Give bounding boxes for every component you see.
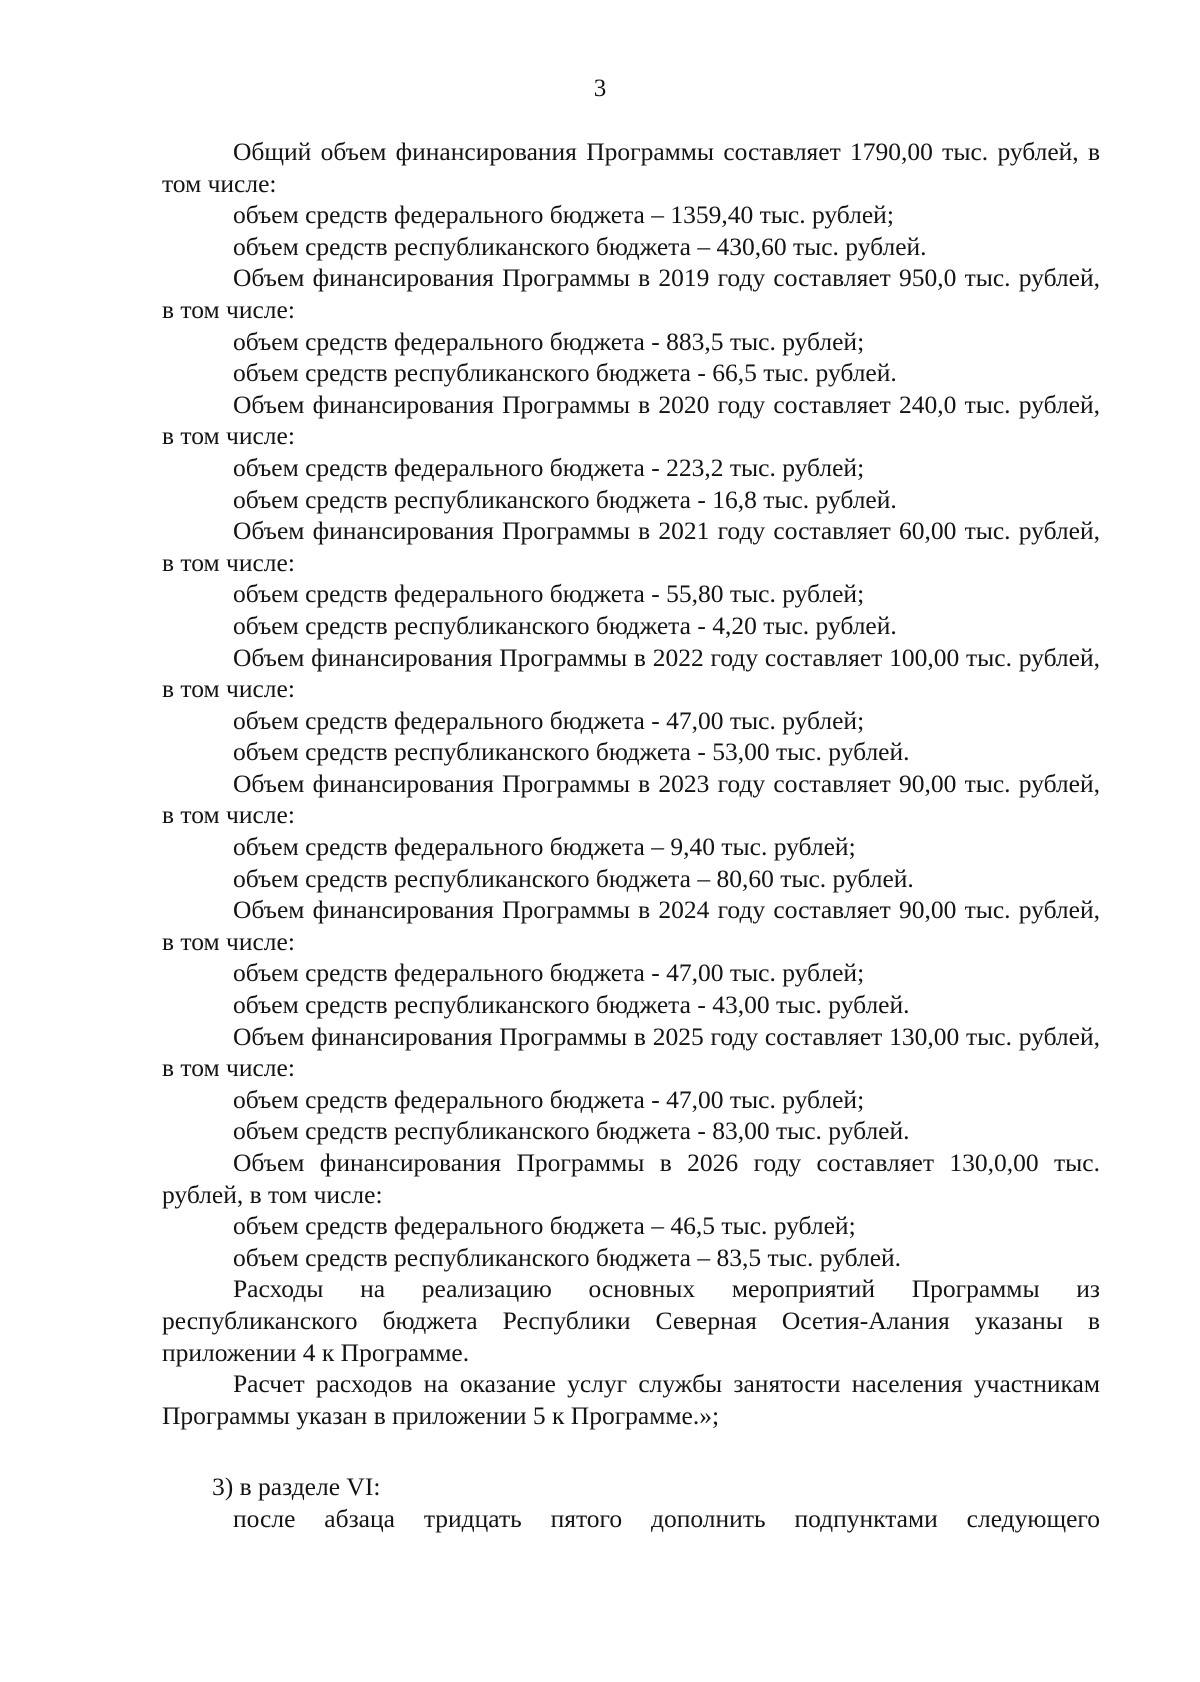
page-number: 3 — [593, 75, 607, 102]
year-2023-paragraph: Объем финансирования Программы в 2023 году составляет 90,00 тыс. рублей, в том числе: — [162, 768, 1100, 830]
total-federal-line: объем средств федерального бюджета – 1359,40 тыс. рублей; — [233, 200, 894, 230]
year-2022-paragraph: Объем финансирования Программы в 2022 году составляет 100,00 тыс. рублей, в том числе: — [162, 642, 1100, 704]
year-2025-republic-line: объем средств республиканского бюджета - 83,00 тыс. рублей. — [233, 1116, 910, 1146]
year-2023-federal-line: объем средств федерального бюджета – 9,40 тыс. рублей; — [233, 832, 856, 862]
year-2022-republic-line: объем средств республиканского бюджета - 53,00 тыс. рублей. — [233, 737, 910, 767]
year-2019-republic-line: объем средств республиканского бюджета - 66,5 тыс. рублей. — [233, 358, 897, 388]
year-2024-republic-line: объем средств республиканского бюджета - 43,00 тыс. рублей. — [233, 990, 910, 1020]
year-2025-federal-line: объем средств федерального бюджета - 47,00 тыс. рублей; — [233, 1084, 865, 1114]
year-2020-federal-line: объем средств федерального бюджета - 223,2 тыс. рублей; — [233, 452, 865, 482]
year-2020-republic-line: объем средств республиканского бюджета - 16,8 тыс. рублей. — [233, 484, 897, 514]
item-3-text: после абзаца тридцать пятого дополнить подпунктами следующего — [233, 1503, 1100, 1533]
year-2021-paragraph: Объем финансирования Программы в 2021 году составляет 60,00 тыс. рублей, в том числе: — [162, 516, 1100, 577]
year-2021-republic-line: объем средств республиканского бюджета - 4,20 тыс. рублей. — [233, 610, 897, 640]
year-2026-federal-line: объем средств федерального бюджета – 46,5 тыс. рублей; — [233, 1211, 856, 1241]
year-2023-republic-line: объем средств республиканского бюджета – 80,60 тыс. рублей. — [233, 863, 914, 893]
section-spacer — [162, 1431, 1100, 1471]
total-financing-paragraph: Общий объем финансирования Программы составляет 1790,00 тыс. рублей, в том числе: — [162, 137, 1100, 198]
year-2025-paragraph: Объем финансирования Программы в 2025 году составляет 130,00 тыс. рублей, в том числе: — [162, 1021, 1100, 1083]
total-republic-line: объем средств республиканского бюджета – 430,60 тыс. рублей. — [233, 231, 927, 261]
year-2024-federal-line: объем средств федерального бюджета - 47,00 тыс. рублей; — [233, 958, 865, 988]
year-2026-republic-line: объем средств республиканского бюджета – 83,5 тыс. рублей. — [233, 1242, 902, 1272]
year-2022-federal-line: объем средств федерального бюджета - 47,00 тыс. рублей; — [233, 705, 865, 735]
year-2026-paragraph: Объем финансирования Программы в 2026 году составляет 130,0,00 тыс. рублей, в том числе: — [162, 1148, 1100, 1209]
year-2019-federal-line: объем средств федерального бюджета - 883,5 тыс. рублей; — [233, 326, 865, 356]
expenses-paragraph: Расходы на реализацию основных мероприятий Программы из республиканского бюджета Республики Северная Осетия-Алания указаны в приложении 4 к Программе. — [162, 1274, 1100, 1367]
year-2021-federal-line: объем средств федерального бюджета - 55,80 тыс. рублей; — [233, 579, 865, 609]
item-3-heading: 3) в разделе VI: — [212, 1472, 381, 1502]
calculation-paragraph: Расчет расходов на оказание услуг службы занятости населения участникам Программы указан в приложении 5 к Программе.»; — [162, 1369, 1100, 1430]
year-2020-paragraph: Объем финансирования Программы в 2020 году составляет 240,0 тыс. рублей, в том числе: — [162, 389, 1100, 451]
document-body — [162, 136, 1100, 1535]
year-2019-paragraph: Объем финансирования Программы в 2019 году составляет 950,0 тыс. рублей, в том числе: — [162, 263, 1100, 324]
year-2024-paragraph: Объем финансирования Программы в 2024 году составляет 90,00 тыс. рублей, в том числе: — [162, 895, 1100, 956]
